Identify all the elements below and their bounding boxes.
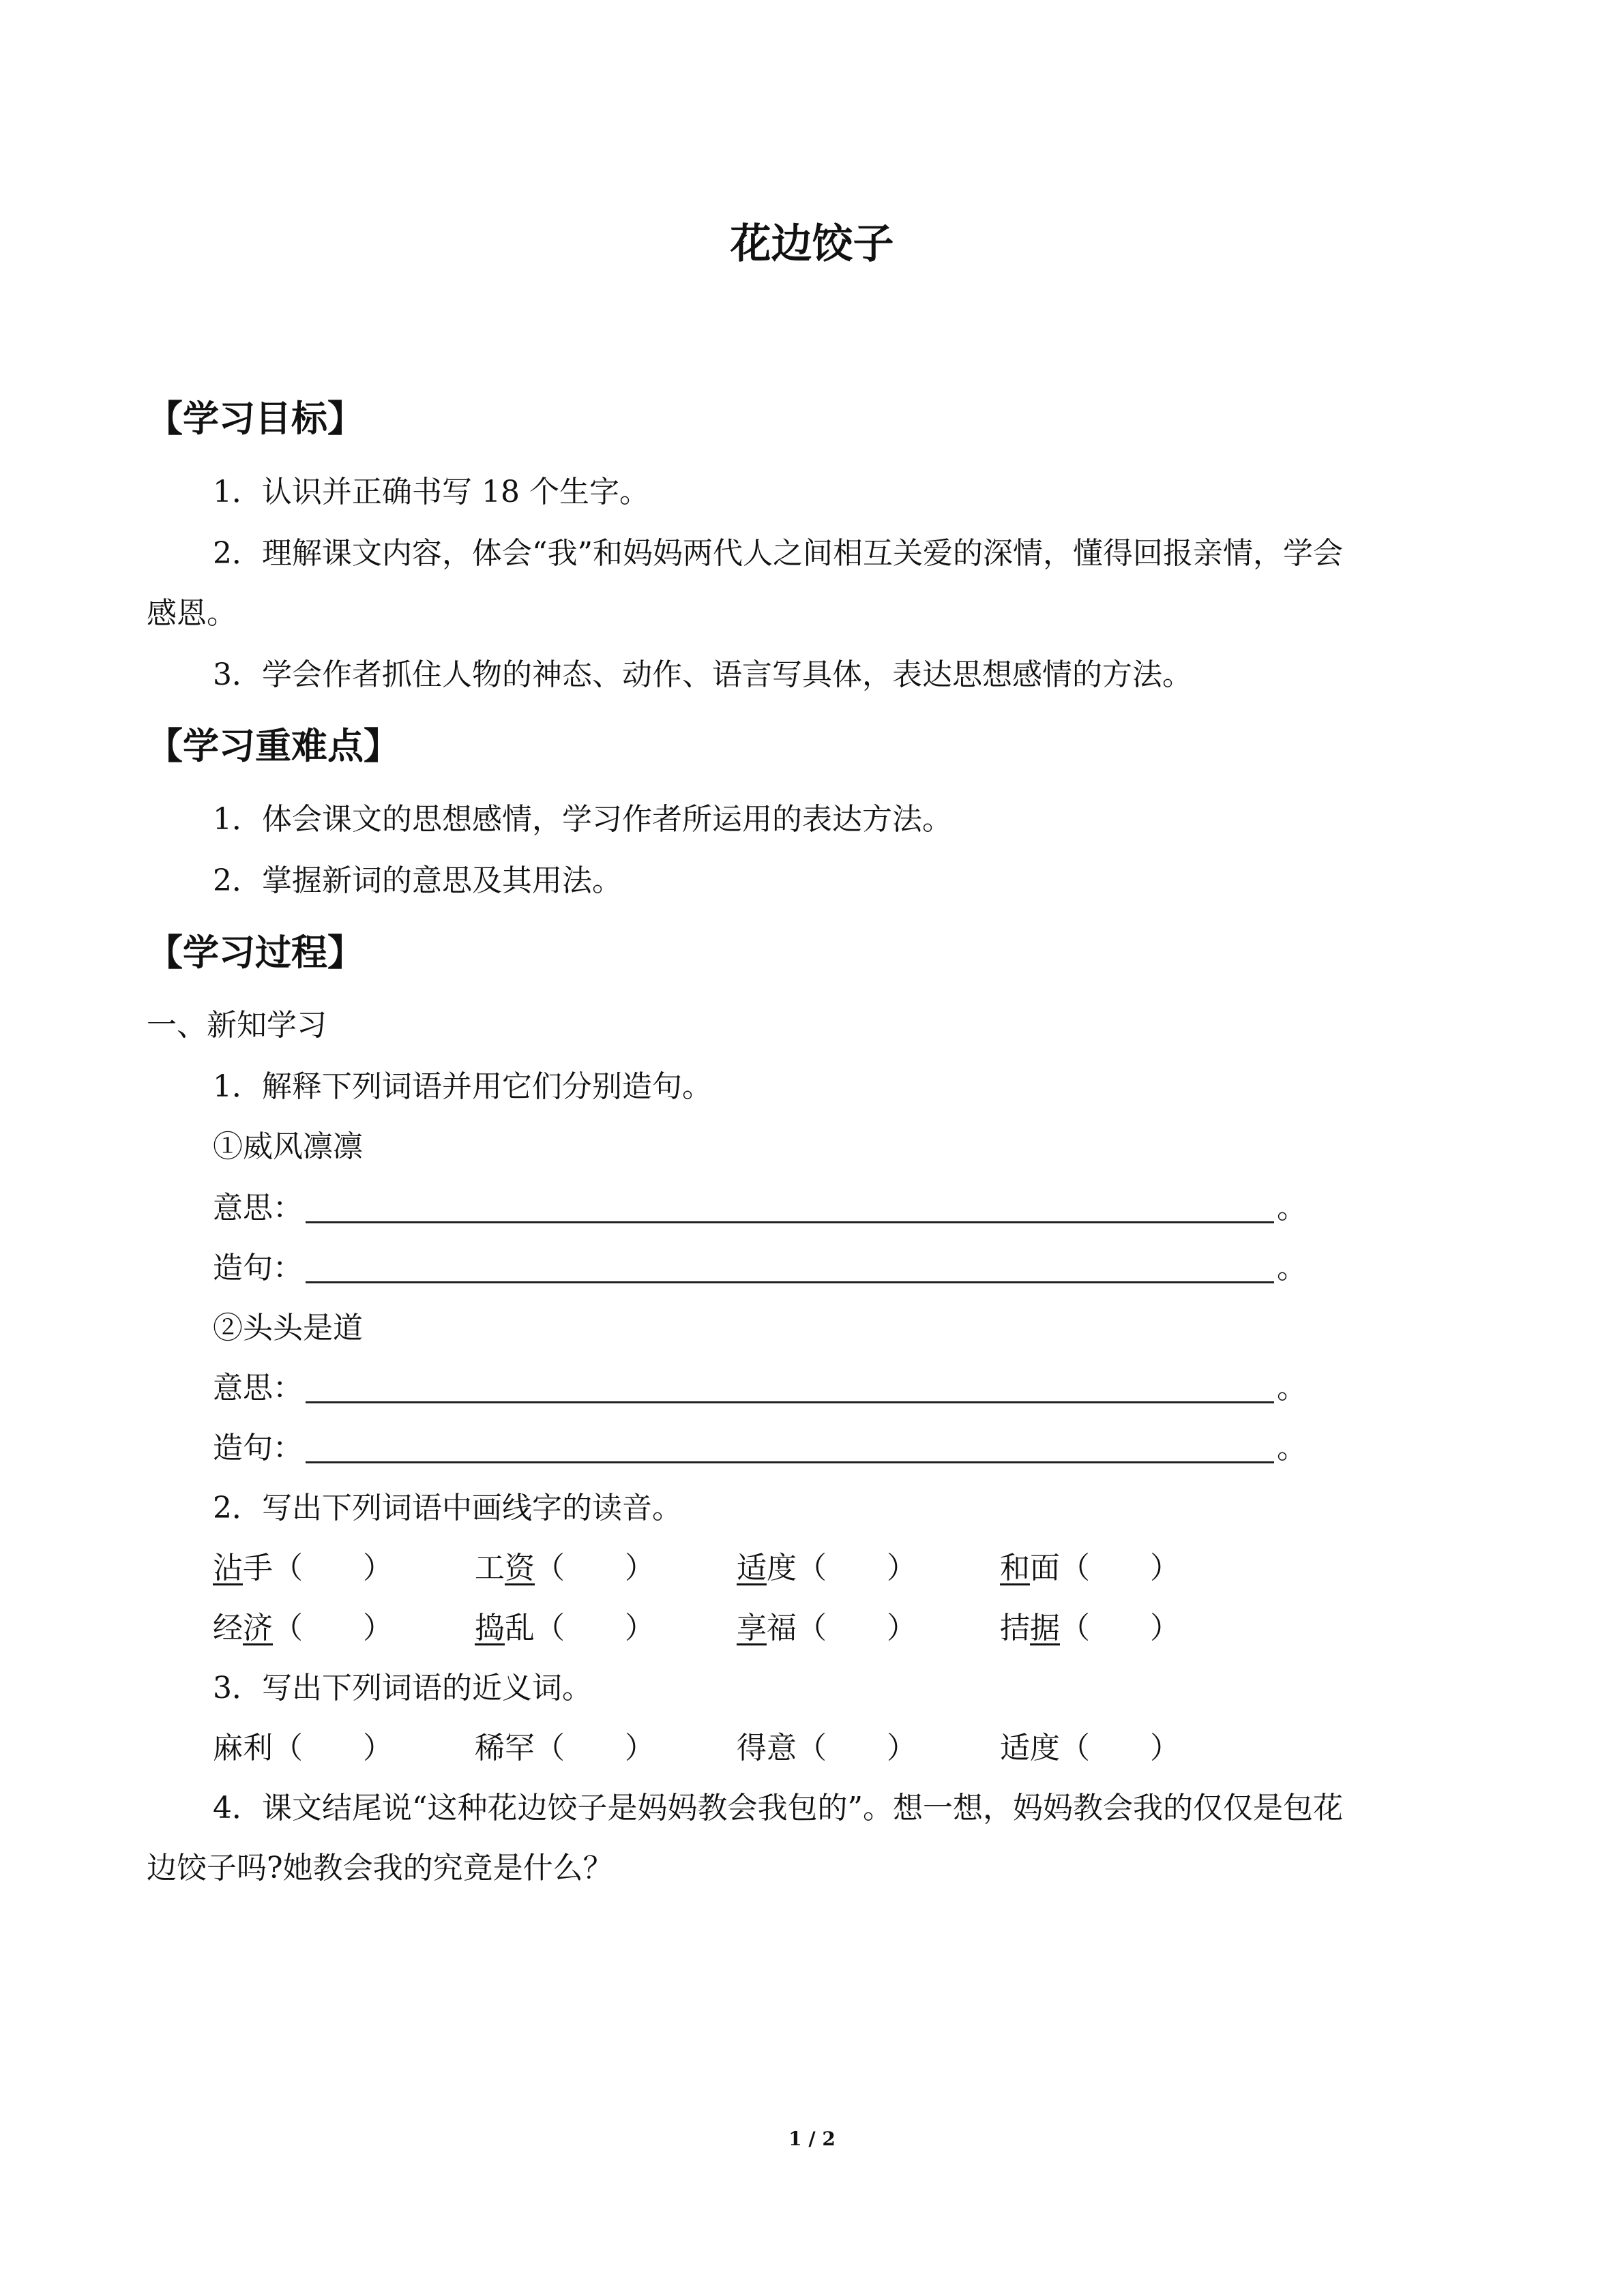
answer-paren[interactable]: （ ） bbox=[535, 1551, 655, 1585]
objective-item-1: 1．认识并正确书写 18 个生字。 bbox=[213, 475, 649, 509]
page-title: 花边饺子 bbox=[730, 220, 894, 268]
pinyin-item: 适度（ ） bbox=[737, 1551, 917, 1585]
pinyin-item: 享福（ ） bbox=[737, 1611, 917, 1645]
sentence-label: 造句： bbox=[213, 1251, 303, 1285]
key-point-item-1: 1．体会课文的思想感情，学习作者所运用的表达方法。 bbox=[213, 802, 952, 837]
part-1-title: 一、新知学习 bbox=[147, 1008, 327, 1043]
sentence-row-1 bbox=[213, 1253, 1307, 1283]
meaning-label: 意思： bbox=[213, 1371, 303, 1405]
key-point-item-2: 2．掌握新词的意思及其用法。 bbox=[213, 863, 622, 898]
objective-item-3: 3．学会作者抓住人物的神态、动作、语言写具体，表达思想感情的方法。 bbox=[213, 657, 1192, 692]
pinyin-item: 经济（ ） bbox=[213, 1611, 393, 1645]
word-2: ②头头是道 bbox=[213, 1311, 363, 1345]
answer-paren[interactable]: （ ） bbox=[797, 1551, 917, 1585]
key-points-heading: 【学习重难点】 bbox=[147, 726, 400, 767]
answer-paren[interactable]: （ ） bbox=[797, 1611, 917, 1645]
question-3: 3．写出下列词语的近义词。 bbox=[213, 1671, 592, 1705]
answer-blank[interactable] bbox=[306, 1374, 1274, 1403]
answer-blank[interactable] bbox=[306, 1434, 1274, 1463]
word-1: ①威风凛凛 bbox=[213, 1129, 363, 1164]
meaning-label: 意思： bbox=[213, 1191, 303, 1225]
synonym-item[interactable]: 稀罕（ ） bbox=[475, 1731, 655, 1765]
process-heading: 【学习过程】 bbox=[147, 932, 364, 974]
end-mark: 。 bbox=[1277, 1431, 1307, 1465]
pinyin-item: 沾手（ ） bbox=[213, 1551, 393, 1585]
synonym-item[interactable]: 适度（ ） bbox=[1000, 1731, 1180, 1765]
meaning-row-1 bbox=[213, 1193, 1307, 1223]
end-mark: 。 bbox=[1277, 1371, 1307, 1405]
synonym-item[interactable]: 得意（ ） bbox=[737, 1731, 917, 1765]
synonym-item[interactable]: 麻利（ ） bbox=[213, 1731, 393, 1765]
pinyin-item: 工资（ ） bbox=[475, 1551, 655, 1585]
question-2: 2．写出下列词语中画线字的读音。 bbox=[213, 1491, 682, 1525]
question-4: 4．课文结尾说“这种花边饺子是妈妈教会我包的”。想一想，妈妈教会我的仅仅是包花 bbox=[213, 1791, 1343, 1825]
objectives-heading: 【学习目标】 bbox=[147, 398, 364, 440]
answer-paren[interactable]: （ ） bbox=[273, 1551, 393, 1585]
answer-paren[interactable]: （ ） bbox=[1060, 1611, 1180, 1645]
objective-item-2: 2．理解课文内容，体会“我”和妈妈两代人之间相互关爱的深情，懂得回报亲情，学会 bbox=[213, 536, 1343, 571]
pinyin-item: 和面（ ） bbox=[1000, 1551, 1180, 1585]
meaning-row-2 bbox=[213, 1373, 1307, 1403]
answer-blank[interactable] bbox=[306, 1194, 1274, 1223]
pinyin-item: 拮据（ ） bbox=[1000, 1611, 1180, 1645]
answer-blank[interactable] bbox=[306, 1254, 1274, 1283]
pinyin-item: 捣乱（ ） bbox=[475, 1611, 655, 1645]
objective-item-2-cont: 感恩。 bbox=[147, 596, 237, 631]
end-mark: 。 bbox=[1277, 1191, 1307, 1225]
question-1: 1．解释下列词语并用它们分别造句。 bbox=[213, 1069, 712, 1104]
page-number: 1 / 2 bbox=[788, 2128, 836, 2150]
answer-paren[interactable]: （ ） bbox=[535, 1611, 655, 1645]
sentence-label: 造句： bbox=[213, 1431, 303, 1465]
end-mark: 。 bbox=[1277, 1251, 1307, 1285]
answer-paren[interactable]: （ ） bbox=[1060, 1551, 1180, 1585]
sentence-row-2 bbox=[213, 1433, 1307, 1463]
answer-paren[interactable]: （ ） bbox=[273, 1611, 393, 1645]
question-4-cont: 边饺子吗?她教会我的究竟是什么？ bbox=[147, 1851, 613, 1885]
